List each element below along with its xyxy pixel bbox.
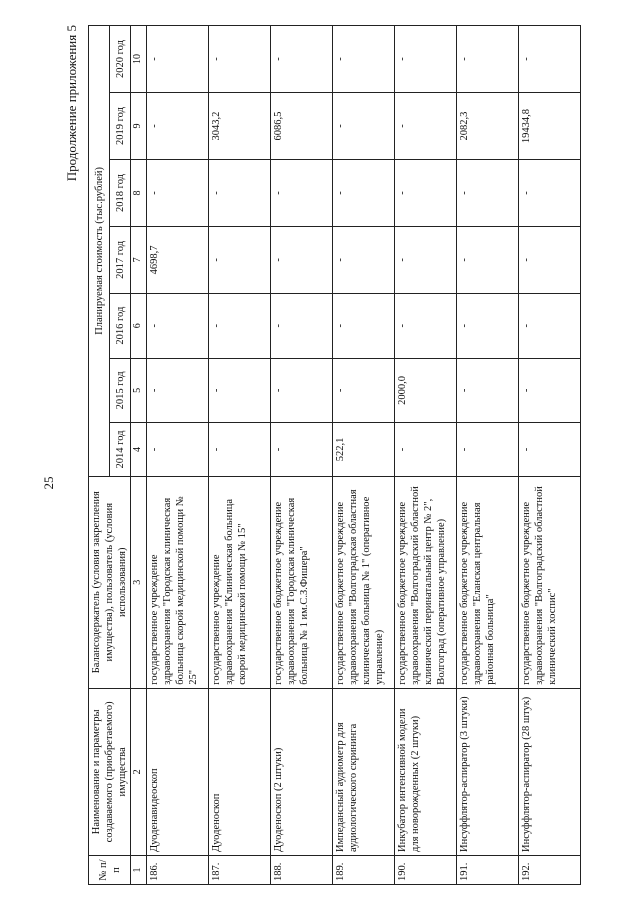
cost-cell: - (456, 160, 518, 227)
cost-cell: - (456, 423, 518, 477)
row-number: 191. (456, 856, 518, 885)
item-name: Инсуффлятор-аспиратор (3 штуки) (456, 688, 518, 855)
cost-cell: - (394, 93, 456, 160)
cost-cell: - (270, 358, 332, 423)
item-name: Дуоденоскоп (2 штуки) (270, 688, 332, 855)
table-row (146, 26, 208, 885)
row-number: 187. (208, 856, 270, 885)
cost-cell: 522,1 (332, 423, 394, 477)
cost-cell: - (456, 293, 518, 358)
cost-cell: - (208, 226, 270, 293)
header-cost-group: Планируемая стоимость (тыс.рублей) (89, 26, 110, 477)
cost-cell: - (518, 423, 580, 477)
cost-cell: - (456, 226, 518, 293)
holder: государственное учреждение здравоохранения "Клиническая больница скорой медицинской помощи № 15" (208, 476, 270, 688)
holder: государственное учреждение здравоохранения "Городская клиническая больница скорой медицинской помощи № 25" (146, 476, 208, 688)
cost-cell: - (208, 423, 270, 477)
table-row (208, 26, 270, 885)
col-number: 7 (131, 226, 147, 293)
header-holder: Балансодержатель (условия закрепления имущества), пользователь (условия использования) (89, 476, 131, 688)
cost-cell: 4698,7 (146, 226, 208, 293)
cost-cell: - (208, 26, 270, 93)
table-row (518, 26, 580, 885)
col-number: 6 (131, 293, 147, 358)
rotated-page (48, 25, 608, 885)
cost-cell: 3043,2 (208, 93, 270, 160)
row-number: 188. (270, 856, 332, 885)
row-number: 192. (518, 856, 580, 885)
col-number: 8 (131, 160, 147, 227)
cost-cell: - (518, 226, 580, 293)
col-number: 3 (131, 476, 147, 688)
cost-cell: - (332, 26, 394, 93)
header-year: 2015 год (110, 358, 131, 423)
cost-cell: - (456, 26, 518, 93)
page-number: 25 (41, 476, 56, 490)
col-number: 4 (131, 423, 147, 477)
table-row (270, 26, 332, 885)
cost-cell: - (332, 358, 394, 423)
header-year: 2016 год (110, 293, 131, 358)
table-row (394, 26, 456, 885)
cost-cell: - (270, 160, 332, 227)
holder: государственное бюджетное учреждение здравоохранения "Волгоградская областная клиническая больница № 1" (оперативное управление) (332, 476, 394, 688)
cost-cell: - (518, 358, 580, 423)
table-row (332, 26, 394, 885)
cost-table (88, 25, 581, 885)
cost-cell: - (394, 160, 456, 227)
row-number: 190. (394, 856, 456, 885)
cost-cell: 2000,0 (394, 358, 456, 423)
item-name: Дуоденавидеоскоп (146, 688, 208, 855)
cost-cell: - (270, 423, 332, 477)
cost-cell: - (146, 358, 208, 423)
cost-cell: - (394, 293, 456, 358)
cost-cell: - (332, 93, 394, 160)
holder: государственное бюджетное учреждение здравоохранения "Городская клиническая больница № 1 им.С.З.Фишера" (270, 476, 332, 688)
header-year: 2018 год (110, 160, 131, 227)
cost-cell: 2082,3 (456, 93, 518, 160)
row-number: 189. (332, 856, 394, 885)
cost-cell: - (332, 160, 394, 227)
cost-cell: - (394, 26, 456, 93)
header-year: 2019 год (110, 93, 131, 160)
table-row (456, 26, 518, 885)
cost-cell: 6086,5 (270, 93, 332, 160)
col-number: 9 (131, 93, 147, 160)
holder: государственное бюджетное учреждение здравоохранения "Волгоградский областной клинический хоспис" (518, 476, 580, 688)
cost-cell: - (332, 226, 394, 293)
cost-cell: - (146, 160, 208, 227)
cost-cell: - (456, 358, 518, 423)
cost-cell: - (270, 226, 332, 293)
cost-cell: - (394, 423, 456, 477)
item-name: Импедансный аудиометр для аудиологического скрининга (332, 688, 394, 855)
header-name: Наименование и параметры создаваемого (приобретаемого) имущества (89, 688, 131, 855)
cost-cell: - (208, 293, 270, 358)
header-year: 2014 год (110, 423, 131, 477)
holder: государственное бюджетное учреждение здравоохранения "Еланская центральная районная больница" (456, 476, 518, 688)
row-number: 186. (146, 856, 208, 885)
cost-cell: - (208, 160, 270, 227)
header-no: № п/п (89, 856, 131, 885)
holder: государственное бюджетное учреждение здравоохранения "Волгоградский областной клинический перинатальный центр № 2", Волгоград (оперативное управление) (394, 476, 456, 688)
cost-cell: - (270, 26, 332, 93)
col-number: 5 (131, 358, 147, 423)
header-year: 2020 год (110, 26, 131, 93)
cost-cell: - (518, 26, 580, 93)
cost-cell: - (146, 26, 208, 93)
table-body (146, 26, 580, 885)
cost-cell: - (208, 358, 270, 423)
cost-cell: - (146, 293, 208, 358)
col-number: 10 (131, 26, 147, 93)
col-number: 1 (131, 856, 147, 885)
item-name: Инкубатор интенсивной модели для новорожденных (2 штуки) (394, 688, 456, 855)
cost-cell: 19434,8 (518, 93, 580, 160)
cost-cell: - (332, 293, 394, 358)
cost-cell: - (270, 293, 332, 358)
header-year: 2017 год (110, 226, 131, 293)
continuation-title: Продолжение приложения 5 (64, 25, 79, 182)
table-header (89, 26, 147, 885)
cost-cell: - (518, 160, 580, 227)
cost-cell: - (518, 293, 580, 358)
cost-cell: - (146, 93, 208, 160)
item-name: Дуоденоскоп (208, 688, 270, 855)
cost-cell: - (146, 423, 208, 477)
col-number: 2 (131, 688, 147, 855)
item-name: Инсуффлятор-аспиратор (28 штук) (518, 688, 580, 855)
cost-cell: - (394, 226, 456, 293)
